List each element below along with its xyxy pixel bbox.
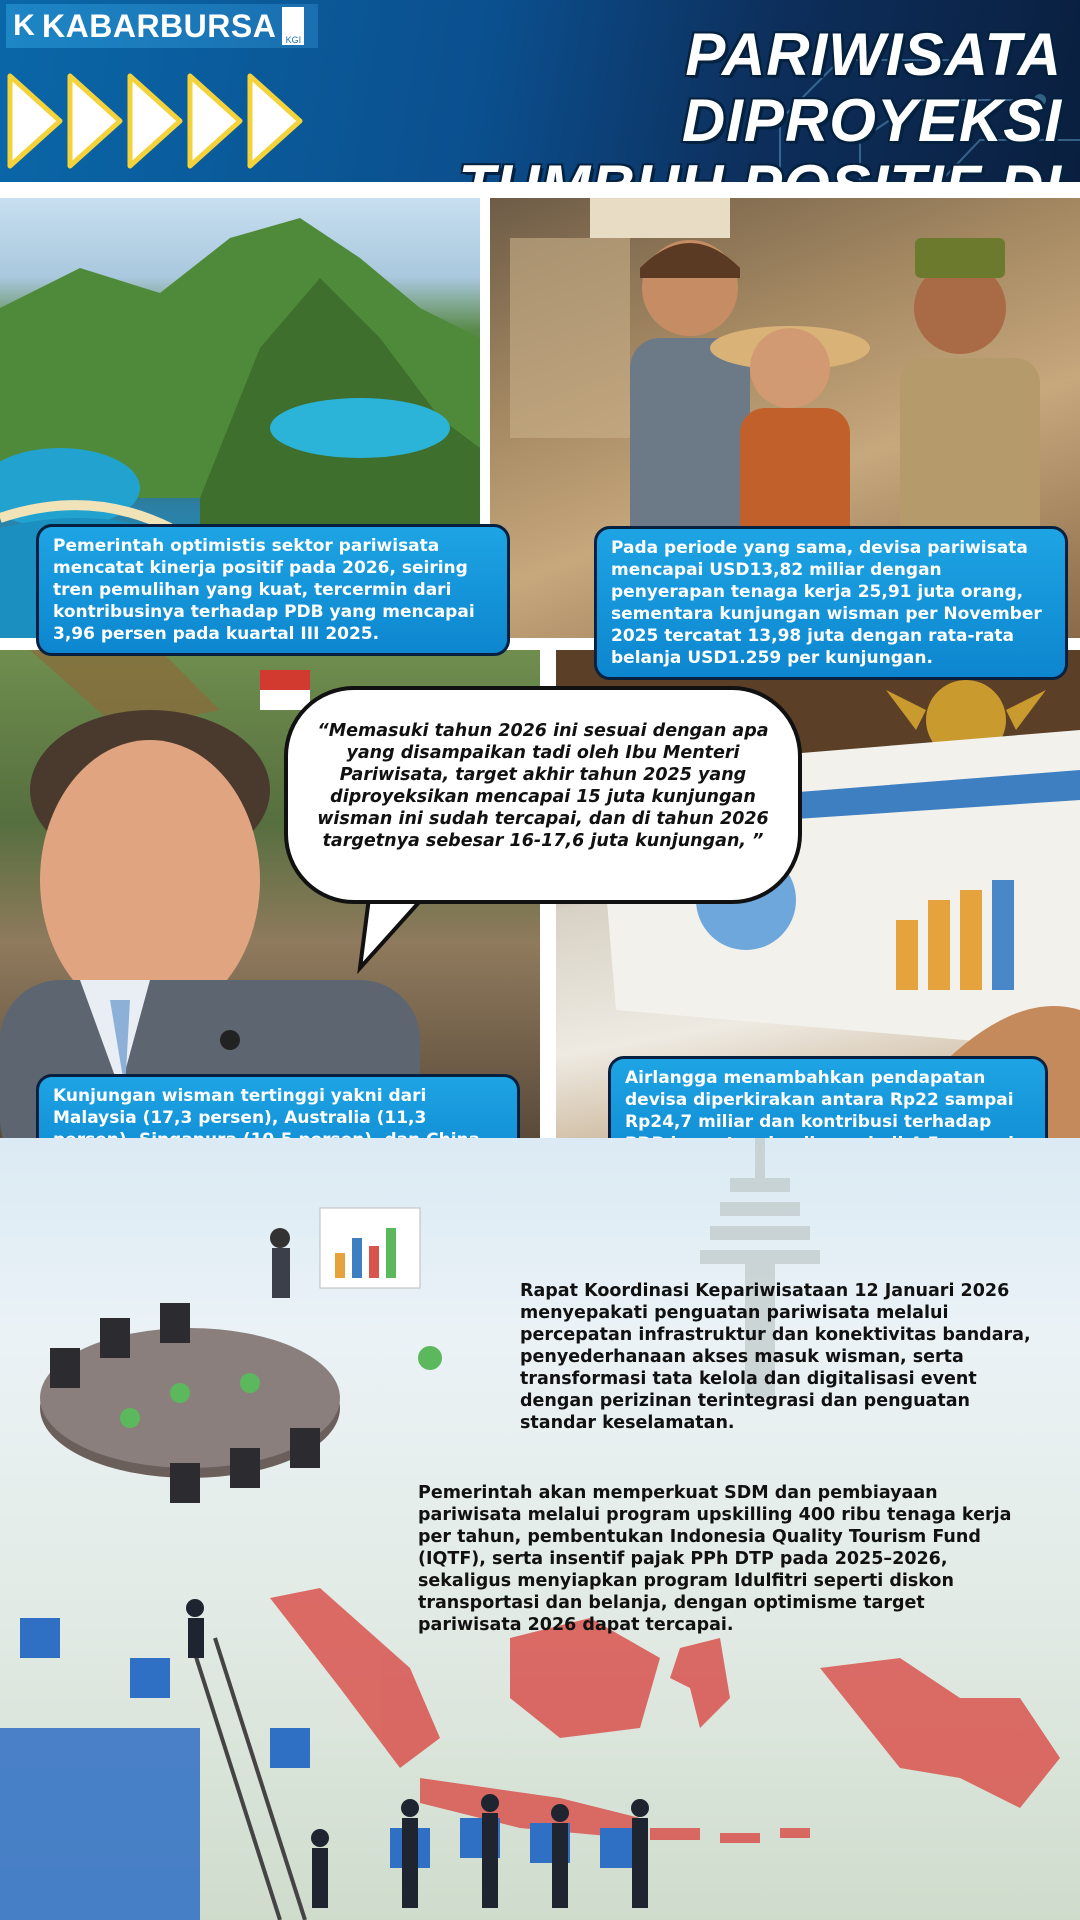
arrow-chevrons-decoration	[0, 66, 330, 176]
caption-panel-2: Pada periode yang sama, devisa pariwisata mencapai USD13,82 miliar dengan penyerapan tenaga kerja 25,91 juta orang, sementara kunjungan wisman per November 2025 tercatat 13,98 juta dengan rata-rata belanja USD1.259 per kunjungan.	[594, 526, 1068, 680]
logo-name: KABARBURSA	[42, 7, 277, 44]
caption-panel-3: Kunjungan wisman tertinggi yakni dari Malaysia (17,3 persen), Australia (11,3	[36, 1074, 520, 1184]
kabarbursa-logo[interactable]	[6, 4, 318, 48]
header-divider	[0, 182, 1080, 198]
quote-speech-bubble	[284, 686, 802, 904]
logo-mark: K	[13, 9, 35, 42]
paragraph-rakor: Rapat Koordinasi Kepariwisataan 12 Januari 2026 menyepakati penguatan pariwisata melalui percepatan infrastruktur dan konektivitas bandara, penyederhanaan akses masuk wisman, serta transformasi tata kelola dan digitalisasi event dengan perizinan terintegrasi dan penguatan standar keselamatan.	[520, 1281, 1031, 1433]
title-line-1: PARIWISATA DIPROYEKSI	[681, 21, 1062, 154]
logo-badge: KGI	[282, 7, 304, 45]
meeting-illustration	[30, 1208, 450, 1548]
caption-panel-4: Airlangga menambahkan pendapatan devisa diperkirakan antara Rp22 sampai Rp24,7 miliar dan kontribusi terhadap	[608, 1056, 1048, 1188]
caption-panel-1: Pemerintah optimistis sektor pariwisata mencatat kinerja positif pada 2026, seiring tren pemulihan yang kuat, tercermin dari kontribusinya terhadap PDB yang mencapai 3,96 persen pada kuartal III 2025.	[36, 524, 510, 656]
header-banner	[0, 0, 1080, 182]
quote-text: “Memasuki tahun 2026 ini sesuai dengan apa yang disampaikan tadi oleh Ibu Menteri Pariwisata, target akhir tahun 2025 yang diproyeksikan mencapai 15 juta kunjungan wisman ini sudah tercapai, dan di tahun 2026 targetnya sebesar 16-17,6 juta kunjungan, ”	[317, 721, 769, 851]
paragraph-sdm: Pemerintah akan memperkuat SDM dan pembiayaan pariwisata melalui program upskilling 400 ribu tenaga kerja per tahun, pembentukan Indonesia Quality Tourism Fund (IQTF), serta insentif pajak PPh DTP pada 2025–2026, sekaligus menyiapkan program Idulfitri seperti diskon transportasi dan belanja, dengan optimisme target pariwisata 2026 dapat tercapai.	[418, 1483, 1012, 1635]
